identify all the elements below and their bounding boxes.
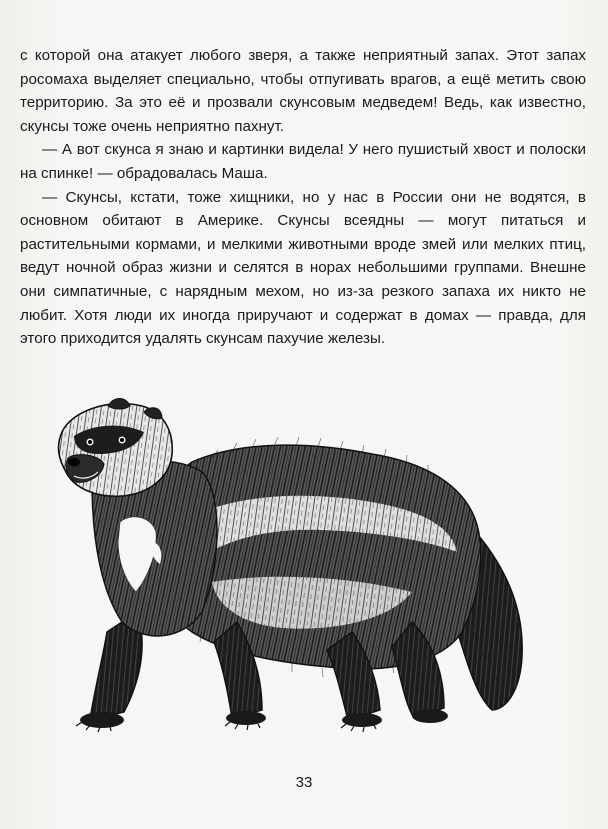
body-text — [20, 44, 586, 351]
wolverine-illustration-icon — [52, 392, 532, 742]
paragraph-3: — Скунсы, кстати, тоже хищники, но у нас в России они не водятся, в основном обитают в Америке. Скунсы всеядны — могут питаться и растительными кормами, и мелкими животными вроде змей или мелких птиц, ведут ночной образ жизни и селятся в норах небольшими группами. Внешне они симпатичные, с нарядным мехом, но из-за резкого запаха их никто не любит. Хотя люди их иногда приручают и содержат в домах — правда, для этого приходится удалять скунсам пахучие железы. — [20, 188, 586, 348]
page-number: 33 — [295, 774, 313, 791]
paragraph-1: с которой она атакует любого зверя, а также неприятный запах. Этот запах росомаха выделяет специально, чтобы отпугивать врагов, а ещё метить свою территорию. За это её и прозвали скунсовым медведем! Ведь, как известно, скунсы тоже очень неприятно пахнут. — [20, 47, 586, 135]
paragraph-2: — А вот скунса я знаю и картинки видела! У него пушистый хвост и полоски на спинке! — обрадовалась Маша. — [20, 141, 586, 182]
